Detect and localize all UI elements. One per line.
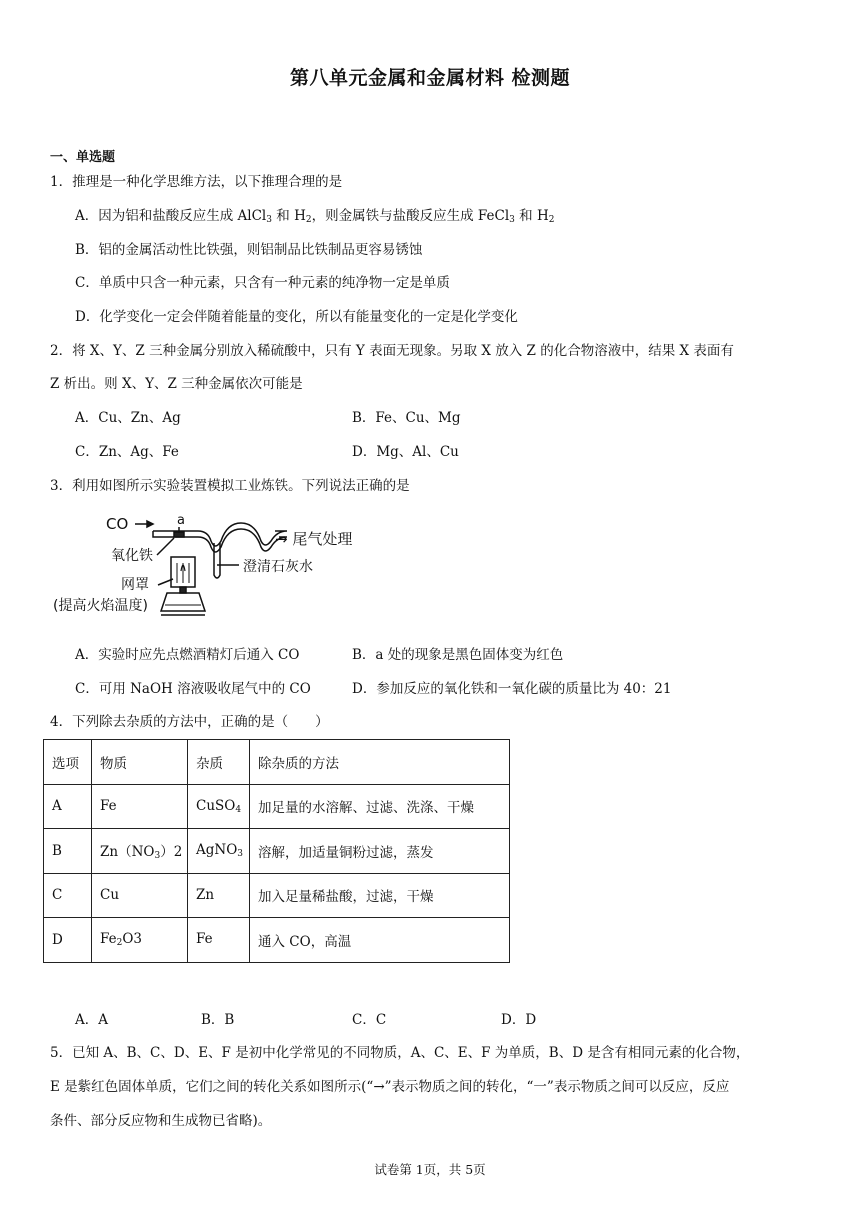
leader-iron-oxide bbox=[157, 538, 174, 555]
q2-stem-line2: Z 析出。则 X、Y、Z 三种金属依次可能是 bbox=[50, 376, 303, 392]
label-co: CO bbox=[106, 515, 129, 533]
q1-option-a: A．因为铝和盐酸反应生成 AlCl$_3$ 和 $H_2$，则金属铁与盐酸反应生成 FeCl$_3$ 和 $H_2$ bbox=[75, 208, 555, 225]
cell-option: D bbox=[44, 918, 92, 963]
section-heading: 一、单选题 bbox=[50, 150, 116, 165]
gauze-mesh bbox=[177, 563, 189, 583]
q3-option-d: D．参加反应的氧化铁和一氧化碳的质量比为 40：21 bbox=[352, 681, 672, 697]
q3-option-c: C．可用 NaOH 溶液吸收尾气中的 CO bbox=[75, 681, 311, 697]
cell-substance: Fe bbox=[92, 784, 188, 829]
q2-option-b: B．Fe、Cu、Mg bbox=[352, 410, 461, 426]
cell-option: C bbox=[44, 873, 92, 918]
cell-method: 通入 CO，高温 bbox=[250, 918, 510, 963]
label-gauze: 网罩 bbox=[121, 577, 149, 593]
cell-method: 加足量的水溶解、过滤、洗涤、干燥 bbox=[250, 784, 510, 829]
cell-method: 溶解，加适量铜粉过滤，蒸发 bbox=[250, 829, 510, 874]
label-iron-oxide: 氧化铁 bbox=[111, 548, 153, 564]
q5-line1: 5．已知 A、B、C、D、E、F 是初中化学常见的不同物质，A、C、E、F 为单质，B、D 是含有相同元素的化合物， bbox=[50, 1045, 750, 1061]
q1-option-c: C．单质中只含一种元素，只含有一种元素的纯净物一定是单质 bbox=[75, 275, 450, 291]
cell-substance: Cu bbox=[92, 873, 188, 918]
page-title: 第八单元金属和金属材料 检测题 bbox=[289, 67, 571, 89]
table-row bbox=[44, 873, 510, 918]
ironmaking-apparatus-diagram bbox=[43, 507, 383, 627]
cell-impurity: Fe bbox=[188, 918, 250, 963]
header-impurity: 杂质 bbox=[188, 740, 250, 785]
header-option: 选项 bbox=[44, 740, 92, 785]
inlet-arrowhead bbox=[147, 521, 153, 527]
q2-option-c: C．Zn、Ag、Fe bbox=[75, 444, 179, 460]
q3-option-a: A．实验时应先点燃酒精灯后通入 CO bbox=[75, 647, 300, 663]
purification-table bbox=[43, 739, 510, 963]
lamp-wick bbox=[180, 587, 186, 593]
q4-answer-b: B．B bbox=[201, 1012, 235, 1028]
cell-substance: $Fe_2O3$ bbox=[92, 918, 188, 963]
label-a: a bbox=[177, 513, 185, 528]
header-method: 除杂质的方法 bbox=[250, 740, 510, 785]
q1-stem: 1．推理是一种化学思维方法，以下推理合理的是 bbox=[50, 174, 343, 190]
q1-option-b: B．铝的金属活动性比铁强，则铝制品比铁制品更容易锈蚀 bbox=[75, 242, 423, 258]
page-footer: 试卷第 1页，共 5页 bbox=[374, 1162, 486, 1177]
label-flame: (提高火焰温度) bbox=[53, 598, 148, 614]
q4-answer-a: A．A bbox=[75, 1012, 108, 1028]
cell-method: 加入足量稀盐酸，过滤，干燥 bbox=[250, 873, 510, 918]
limewater-tube bbox=[214, 543, 220, 578]
q4-stem: 4．下列除去杂质的方法中，正确的是（ ） bbox=[50, 714, 329, 730]
q1-option-d: D．化学变化一定会伴随着能量的变化，所以有能量变化的一定是化学变化 bbox=[75, 309, 518, 325]
table-row bbox=[44, 829, 510, 874]
alcohol-lamp bbox=[161, 593, 205, 611]
cell-option: A bbox=[44, 784, 92, 829]
cell-impurity: CuSO$_4$ bbox=[188, 784, 250, 829]
q3-stem: 3．利用如图所示实验装置模拟工业炼铁。下列说法正确的是 bbox=[50, 478, 410, 494]
header-substance: 物质 bbox=[92, 740, 188, 785]
cell-impurity: Zn bbox=[188, 873, 250, 918]
cell-option: B bbox=[44, 829, 92, 874]
table-row bbox=[44, 784, 510, 829]
q2-stem-line1: 2．将 X、Y、Z 三种金属分别放入稀硫酸中，只有 Y 表面无现象。另取 X 放入 Z 的化合物溶液中，结果 X 表面有 bbox=[50, 343, 734, 359]
q3-option-b: B．a 处的现象是黑色固体变为红色 bbox=[352, 647, 564, 663]
label-limewater: 澄清石灰水 bbox=[243, 559, 313, 575]
cell-substance: $Zn(NO_3)2$ bbox=[92, 829, 188, 874]
table-row bbox=[44, 918, 510, 963]
q4-answer-d: D．D bbox=[501, 1012, 537, 1028]
q5-line3: 条件、部分反应物和生成物已省略)。 bbox=[50, 1113, 272, 1129]
q4-answer-c: C．C bbox=[352, 1012, 387, 1028]
table-header-row bbox=[44, 740, 510, 785]
q5-line2: E 是紫红色固体单质，它们之间的转化关系如图所示(“→”表示物质之间的转化，“一”表示物质之间可以反应，反应 bbox=[50, 1079, 730, 1095]
q2-option-a: A．Cu、Zn、Ag bbox=[75, 410, 181, 426]
glass-tube-inner bbox=[153, 523, 287, 546]
cell-impurity: AgNO$_3$ bbox=[188, 829, 250, 874]
label-exhaust: → 尾气处理 bbox=[275, 530, 353, 548]
q2-option-d: D．Mg、Al、Cu bbox=[352, 444, 459, 460]
